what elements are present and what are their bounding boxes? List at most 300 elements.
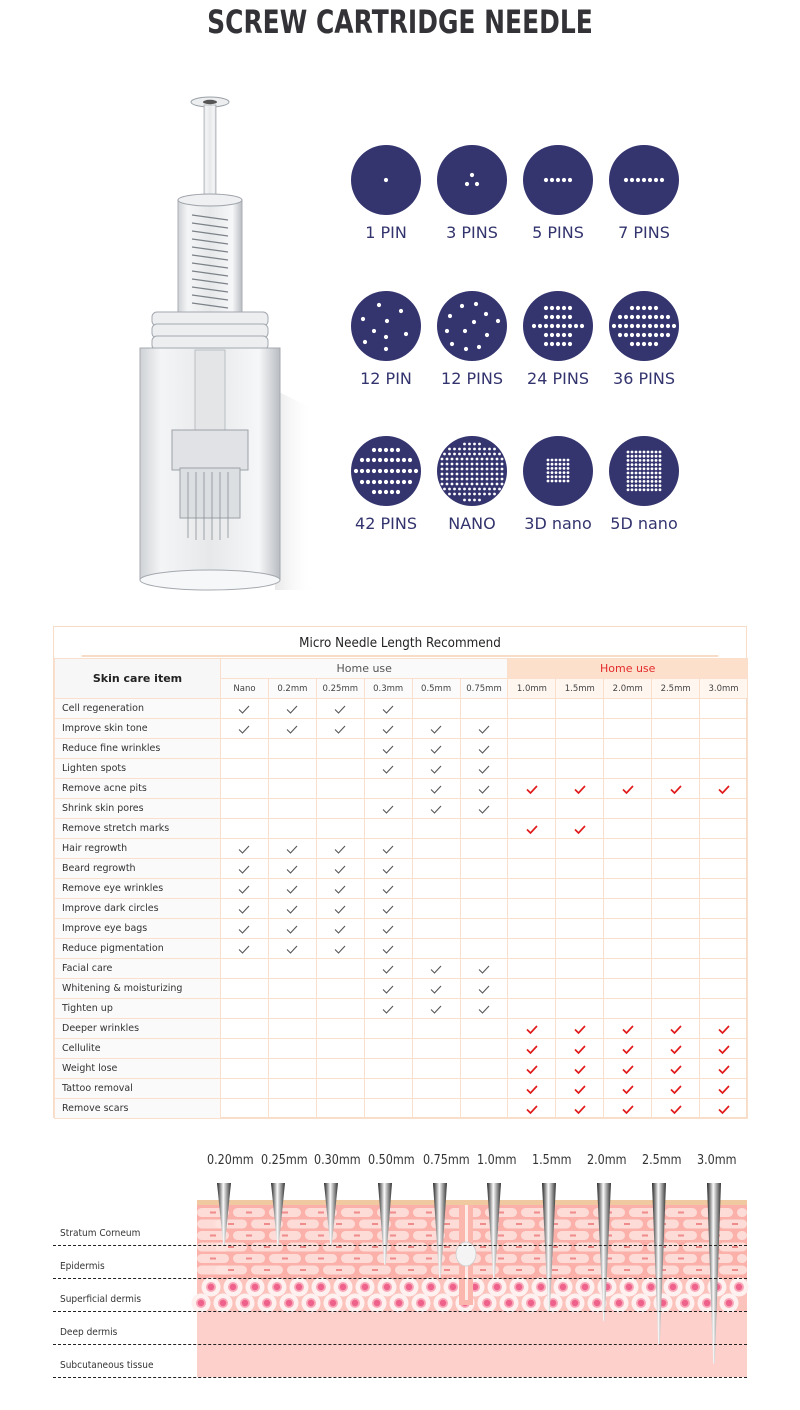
table-cell: [221, 959, 269, 979]
pin-dot: [453, 453, 456, 456]
check-icon: [718, 785, 730, 794]
depth-label: 3.0mm: [697, 1153, 737, 1168]
table-cell: [364, 699, 412, 719]
check-icon: [430, 985, 442, 994]
pin-dot: [360, 469, 364, 473]
table-cell: [700, 919, 748, 939]
pin-dot: [463, 453, 466, 456]
table-cell: [221, 1039, 269, 1059]
pin-dot: [562, 315, 566, 319]
pin-dot: [360, 480, 364, 484]
table-cell: [412, 699, 460, 719]
pin-type-5d-nano: [602, 434, 686, 544]
table-cell: [316, 959, 364, 979]
depth-label: 0.50mm: [368, 1153, 415, 1168]
cell-core: [678, 1212, 684, 1214]
table-cell: [556, 939, 604, 959]
table-cell: [412, 719, 460, 739]
check-icon: [670, 785, 682, 794]
pin-dot: [655, 484, 658, 487]
table-row: [55, 1079, 748, 1099]
table-cell: [556, 1039, 604, 1059]
table-cell: [460, 1039, 508, 1059]
pin-dot: [660, 178, 664, 182]
check-icon: [478, 965, 490, 974]
pin-dot: [618, 315, 622, 319]
dermis-cell-nucleus: [692, 1284, 698, 1290]
check-icon: [382, 925, 394, 934]
pin-dot: [631, 451, 634, 454]
pin-dot: [478, 448, 481, 451]
table-cell: [556, 839, 604, 859]
cell-core: [624, 1223, 630, 1225]
pin-dot: [642, 342, 646, 346]
pin-type-label: 12 PIN: [360, 369, 412, 388]
check-icon: [238, 905, 250, 914]
cell-core: [408, 1246, 414, 1248]
pin-dot: [627, 451, 630, 454]
table-cell: [508, 839, 556, 859]
check-icon: [574, 825, 586, 834]
pin-dot: [488, 488, 491, 491]
epidermis-cell: [737, 1231, 747, 1240]
table-cell: [364, 939, 412, 959]
pin-dot: [477, 345, 481, 349]
table-cell: [364, 919, 412, 939]
depth-label: 1.5mm: [532, 1153, 572, 1168]
dermis-cell-nucleus: [550, 1300, 556, 1306]
column-header-1-5mm: 1.5mm: [556, 679, 604, 699]
pin-dot: [501, 458, 504, 461]
pin-dot: [568, 333, 572, 337]
pin-dot: [384, 490, 388, 494]
table-cell: [700, 879, 748, 899]
pin-dot: [538, 324, 542, 328]
pin-dot: [643, 459, 646, 462]
table-row: [55, 739, 748, 759]
pin-dot: [463, 499, 466, 502]
table-row: [55, 959, 748, 979]
table-cell: [652, 919, 700, 939]
check-icon: [574, 1065, 586, 1074]
table-cell: [700, 839, 748, 859]
table-row: [55, 759, 748, 779]
check-icon: [382, 905, 394, 914]
epidermis-cell: [737, 1208, 747, 1217]
table-cell: [268, 859, 316, 879]
check-icon: [382, 1005, 394, 1014]
check-icon: [334, 905, 346, 914]
pin-dot: [654, 342, 658, 346]
skin-care-item: Beard regrowth: [55, 859, 221, 879]
depth-label: 1.0mm: [477, 1153, 517, 1168]
pin-dot: [476, 463, 479, 466]
check-icon: [382, 765, 394, 774]
table-cell: [268, 899, 316, 919]
cell-core: [318, 1212, 324, 1214]
pin-dot: [501, 478, 504, 481]
table-group-header-row: [55, 659, 748, 679]
depth-label: 0.20mm: [207, 1153, 254, 1168]
column-header-0-5mm: 0.5mm: [412, 679, 460, 699]
pin-dot: [550, 315, 554, 319]
pin-dot: [468, 499, 471, 502]
pin-dot: [486, 468, 489, 471]
pin-dot: [396, 490, 400, 494]
column-header-0-2mm: 0.2mm: [268, 679, 316, 699]
table-cell: [460, 899, 508, 919]
table-cell: [508, 979, 556, 999]
pin-dot: [456, 468, 459, 471]
table-cell: [268, 979, 316, 999]
pin-dot: [563, 459, 566, 462]
table-cell: [556, 739, 604, 759]
pin-dot: [460, 304, 464, 308]
pin-dot: [402, 458, 406, 462]
page-title: SCREW CARTRIDGE NEEDLE: [207, 3, 593, 41]
pin-dot: [501, 483, 504, 486]
pin-dot: [639, 467, 642, 470]
pin-dot: [402, 469, 406, 473]
table-cell: [460, 719, 508, 739]
table-cell: [508, 939, 556, 959]
pin-dot: [555, 475, 558, 478]
table-cell: [221, 839, 269, 859]
check-icon: [382, 965, 394, 974]
pin-dot: [635, 472, 638, 475]
pin-dot: [639, 463, 642, 466]
pin-dot: [563, 480, 566, 483]
table-cell: [700, 1039, 748, 1059]
pin-dot: [399, 309, 403, 313]
table-cell: [316, 859, 364, 879]
pin-dot: [559, 467, 562, 470]
pin-dot: [461, 473, 464, 476]
table-cell: [316, 1019, 364, 1039]
pin-dot: [562, 342, 566, 346]
pin-dot: [562, 306, 566, 310]
table-cell: [316, 1039, 364, 1059]
check-icon: [574, 1025, 586, 1034]
check-icon: [526, 825, 538, 834]
check-icon: [286, 865, 298, 874]
depth-label: 2.5mm: [642, 1153, 682, 1168]
table-cell: [221, 699, 269, 719]
pin-dot: [568, 315, 572, 319]
cell-core: [480, 1223, 486, 1225]
pin-dot: [559, 480, 562, 483]
skin-care-item: Deeper wrinkles: [55, 1019, 221, 1039]
pin-dot: [464, 347, 468, 351]
table-cell: [412, 819, 460, 839]
pin-dot: [559, 475, 562, 478]
table-row: [55, 1039, 748, 1059]
check-icon: [382, 945, 394, 954]
cell-core: [588, 1246, 594, 1248]
check-icon: [286, 725, 298, 734]
table-cell: [700, 1099, 748, 1119]
check-icon: [382, 885, 394, 894]
pin-dot: [372, 480, 376, 484]
pin-dot: [483, 493, 486, 496]
table-cell: [412, 999, 460, 1019]
cell-core: [336, 1269, 342, 1271]
table-cell: [700, 779, 748, 799]
pin-type-label: 42 PINS: [355, 514, 417, 533]
epidermis-cell: [737, 1254, 747, 1263]
table-cell: [508, 739, 556, 759]
cell-core: [228, 1246, 234, 1248]
column-header-3-0mm: 3.0mm: [700, 679, 748, 699]
pin-dot: [451, 478, 454, 481]
table-cell: [460, 799, 508, 819]
pin-dot: [568, 178, 572, 182]
pin-dot: [568, 342, 572, 346]
table-cell: [460, 739, 508, 759]
table-cell: [556, 879, 604, 899]
pin-dot: [486, 473, 489, 476]
table-cell: [364, 1039, 412, 1059]
check-icon: [574, 1045, 586, 1054]
layer-label-stratum-corneum: Stratum Corneum: [60, 1228, 141, 1239]
pin-dot: [498, 488, 501, 491]
pin-dot: [660, 315, 664, 319]
pin-dot: [635, 459, 638, 462]
pin-dot: [636, 315, 640, 319]
recommend-table: [54, 658, 748, 1119]
pin-dot: [448, 493, 451, 496]
table-cell: [412, 1039, 460, 1059]
pin-pattern-icon: [435, 289, 509, 363]
pin-dot: [470, 173, 474, 177]
check-icon: [334, 705, 346, 714]
pin-dot: [491, 483, 494, 486]
layer-divider: [53, 1344, 747, 1345]
pin-dot: [655, 463, 658, 466]
table-cell: [221, 719, 269, 739]
pin-type-label: 7 PINS: [618, 223, 670, 242]
table-cell: [604, 759, 652, 779]
table-row: [55, 999, 748, 1019]
pin-dot: [478, 493, 481, 496]
pin-dot: [630, 324, 634, 328]
pin-dot: [451, 458, 454, 461]
pin-dot: [448, 453, 451, 456]
skin-care-item: Reduce pigmentation: [55, 939, 221, 959]
cell-core: [498, 1258, 504, 1260]
cell-core: [426, 1258, 432, 1260]
pin-dot: [580, 324, 584, 328]
check-icon: [238, 705, 250, 714]
table-cell: [652, 859, 700, 879]
cell-core: [480, 1246, 486, 1248]
pin-dot: [488, 448, 491, 451]
dermis-cell-nucleus: [428, 1284, 434, 1290]
dermis-cell-nucleus: [230, 1284, 236, 1290]
pin-dot: [451, 463, 454, 466]
pin-dot: [563, 475, 566, 478]
check-icon: [526, 1065, 538, 1074]
column-header-1-0mm: 1.0mm: [508, 679, 556, 699]
table-cell: [652, 959, 700, 979]
pin-dot: [639, 472, 642, 475]
pin-dot: [481, 478, 484, 481]
table-cell: [364, 839, 412, 859]
pin-dot: [354, 469, 358, 473]
table-cell: [556, 1099, 604, 1119]
pin-dot: [488, 453, 491, 456]
table-cell: [316, 739, 364, 759]
table-cell: [364, 899, 412, 919]
pin-dot: [648, 306, 652, 310]
cell-core: [246, 1212, 252, 1214]
pin-dot: [642, 306, 646, 310]
pin-type-42-pins: [344, 434, 428, 544]
pin-dot: [624, 315, 628, 319]
column-header-2-5mm: 2.5mm: [652, 679, 700, 699]
pin-dot: [385, 319, 389, 323]
pin-dot: [550, 333, 554, 337]
cell-core: [336, 1246, 342, 1248]
table-cell: [316, 839, 364, 859]
table-cell: [652, 739, 700, 759]
skin-care-item: Facial care: [55, 959, 221, 979]
pin-dot: [651, 476, 654, 479]
pin-dot: [468, 493, 471, 496]
layer-label-superficial-dermis: Superficial dermis: [60, 1294, 142, 1305]
cell-core: [390, 1235, 396, 1237]
skin-care-item: Remove scars: [55, 1099, 221, 1119]
pin-dot: [624, 178, 628, 182]
pin-type-3-pins: [430, 143, 514, 253]
table-cell: [652, 999, 700, 1019]
pin-dot: [643, 455, 646, 458]
table-cell: [221, 899, 269, 919]
layer-label-epidermis: Epidermis: [60, 1261, 105, 1272]
dermis-cell-nucleus: [682, 1300, 688, 1306]
pin-dot: [396, 458, 400, 462]
cell-core: [498, 1235, 504, 1237]
table-cell: [268, 1059, 316, 1079]
pin-dot: [468, 443, 471, 446]
pin-dot: [384, 469, 388, 473]
table-cell: [268, 1039, 316, 1059]
check-icon: [286, 905, 298, 914]
pin-dot: [636, 306, 640, 310]
dermis-cell-nucleus: [594, 1300, 600, 1306]
pin-disc: [523, 436, 593, 506]
table-cell: [508, 899, 556, 919]
pin-dot: [378, 469, 382, 473]
pin-dot: [390, 480, 394, 484]
check-icon: [334, 945, 346, 954]
pin-type-label: 3D nano: [524, 514, 592, 533]
pin-dot: [496, 478, 499, 481]
table-cell: [460, 1099, 508, 1119]
pin-dot: [635, 488, 638, 491]
pin-dot: [461, 458, 464, 461]
check-icon: [430, 1005, 442, 1014]
dermis-cell-nucleus: [484, 1300, 490, 1306]
table-row: [55, 839, 748, 859]
pin-dot: [456, 478, 459, 481]
dermis-cell-nucleus: [274, 1284, 280, 1290]
check-icon: [622, 1025, 634, 1034]
check-icon: [670, 1065, 682, 1074]
pin-dot: [493, 453, 496, 456]
pin-dot: [461, 478, 464, 481]
pin-dot: [481, 463, 484, 466]
skin-care-item: Tattoo removal: [55, 1079, 221, 1099]
pin-dot: [547, 467, 550, 470]
group-header-pro: Home use: [508, 659, 748, 679]
pin-dot: [556, 333, 560, 337]
layer-divider: [53, 1245, 747, 1246]
pin-dot: [659, 467, 662, 470]
table-cell: [604, 779, 652, 799]
table-cell: [460, 959, 508, 979]
pin-dot: [655, 467, 658, 470]
pin-dot: [486, 458, 489, 461]
pin-dot: [491, 463, 494, 466]
table-cell: [604, 719, 652, 739]
pin-dot: [556, 342, 560, 346]
pin-pattern-icon: [521, 434, 595, 508]
pin-dot: [458, 448, 461, 451]
dermis-cell-nucleus: [308, 1300, 314, 1306]
check-icon: [286, 845, 298, 854]
cell-core: [624, 1246, 630, 1248]
pin-dot: [636, 333, 640, 337]
table-cell: [221, 1079, 269, 1099]
dermis-cell-nucleus: [318, 1284, 324, 1290]
pin-pattern-icon: [607, 289, 681, 363]
table-row: [55, 699, 748, 719]
table-title: Micro Needle Length Recommend: [82, 627, 719, 657]
pin-dot: [360, 458, 364, 462]
pin-dot: [643, 451, 646, 454]
cell-core: [516, 1223, 522, 1225]
pin-dot: [627, 463, 630, 466]
check-icon: [478, 725, 490, 734]
column-header-2-0mm: 2.0mm: [604, 679, 652, 699]
table-cell: [268, 839, 316, 859]
pin-dot: [468, 448, 471, 451]
table-cell: [268, 1019, 316, 1039]
pin-dot: [384, 347, 388, 351]
pin-dot: [463, 443, 466, 446]
table-cell: [556, 819, 604, 839]
pin-dot: [458, 453, 461, 456]
pin-dot: [451, 483, 454, 486]
check-icon: [238, 925, 250, 934]
table-cell: [364, 1099, 412, 1119]
pin-dot: [635, 455, 638, 458]
pin-dot: [555, 467, 558, 470]
pin-dot: [636, 178, 640, 182]
pin-pattern-icon: [607, 143, 681, 217]
pin-dot: [627, 488, 630, 491]
pin-dot: [659, 459, 662, 462]
pin-dot: [555, 459, 558, 462]
pin-type-label: 12 PINS: [441, 369, 503, 388]
table-cell: [221, 999, 269, 1019]
cell-core: [264, 1223, 270, 1225]
cell-core: [372, 1223, 378, 1225]
pin-dot: [481, 473, 484, 476]
pin-dot: [384, 335, 388, 339]
table-cell: [556, 699, 604, 719]
